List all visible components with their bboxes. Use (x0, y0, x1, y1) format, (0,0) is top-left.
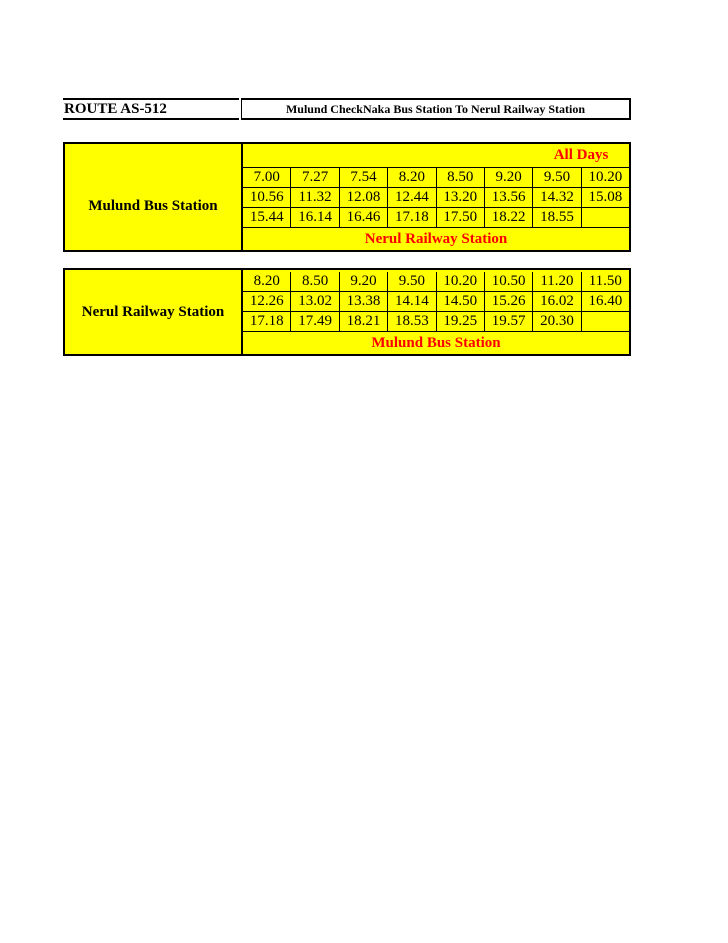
departure-time-cell: 18.55 (533, 208, 581, 227)
departure-time-cell: 7.54 (340, 168, 388, 187)
departure-time-cell: 17.49 (291, 312, 339, 331)
schedule-row (243, 144, 629, 168)
departure-time-cell: 7.27 (291, 168, 339, 187)
departure-time-cell: 9.20 (485, 168, 533, 187)
departure-time-cell: 13.38 (340, 292, 388, 311)
departure-time-cell: 10.56 (243, 188, 291, 207)
departure-time-cell: 16.46 (340, 208, 388, 227)
departure-time-cell: 14.14 (388, 292, 436, 311)
departure-time-cell: 17.18 (388, 208, 436, 227)
departure-time-cell: 10.20 (588, 169, 623, 185)
departure-time-cell: 10.20 (437, 272, 485, 291)
departure-time-cell: 11.32 (291, 188, 339, 207)
departure-time-cell: 16.14 (291, 208, 339, 227)
departure-time-cell: 16.40 (588, 293, 623, 309)
departure-time-cell: 14.32 (533, 188, 581, 207)
departure-time-cell: 11.50 (588, 273, 622, 289)
departure-time-cell: 8.20 (243, 272, 291, 291)
origin-station-label: Nerul Railway Station (81, 304, 225, 320)
departure-time-cell (582, 208, 629, 227)
departure-time-cell: 7.00 (243, 168, 291, 187)
departure-time-cell: 8.50 (437, 168, 485, 187)
route-label: ROUTE AS-512 (63, 98, 239, 120)
departure-grid (243, 168, 629, 228)
destination-label: Mulund Bus Station (371, 335, 501, 351)
departure-time-cell: 12.08 (340, 188, 388, 207)
departure-time-cell: 18.53 (388, 312, 436, 331)
departure-time-cell: 19.25 (437, 312, 485, 331)
departure-time-cell: 11.20 (533, 272, 581, 291)
route-title: Mulund CheckNaka Bus Station To Nerul Railway Station (241, 98, 631, 120)
departure-time-cell: 9.20 (340, 272, 388, 291)
departure-time-cell: 13.56 (485, 188, 533, 207)
departure-grid (243, 272, 629, 332)
timetable-row (243, 272, 629, 292)
departure-time-cell (582, 312, 629, 331)
departure-time-cell: 15.44 (243, 208, 291, 227)
timetable-row (243, 188, 629, 208)
departure-time-cell: 14.50 (437, 292, 485, 311)
departure-time-cell: 10.50 (485, 272, 533, 291)
origin-station-label: Mulund Bus Station (88, 198, 218, 214)
departure-time-cell: 20.30 (533, 312, 581, 331)
departure-time-cell: 9.50 (533, 168, 581, 187)
departure-time-cell: 9.50 (388, 272, 436, 291)
timetable-row (243, 312, 629, 332)
departure-time-cell: 17.50 (437, 208, 485, 227)
destination-label: Nerul Railway Station (364, 231, 508, 247)
inbound-timetable (63, 268, 631, 356)
departure-time-cell: 15.08 (588, 189, 623, 205)
timetable-row (243, 208, 629, 228)
departure-time-cell: 18.22 (485, 208, 533, 227)
departure-time-cell: 16.02 (533, 292, 581, 311)
departure-time-cell: 8.20 (388, 168, 436, 187)
schedule-label: All Days (553, 147, 609, 163)
departure-time-cell: 18.21 (340, 312, 388, 331)
departure-time-cell: 12.44 (388, 188, 436, 207)
timetable-row (243, 292, 629, 312)
departure-time-cell: 13.02 (291, 292, 339, 311)
departure-time-cell: 13.20 (437, 188, 485, 207)
outbound-timetable (63, 142, 631, 252)
route-header (63, 98, 631, 120)
departure-time-cell: 19.57 (485, 312, 533, 331)
departure-time-cell: 8.50 (291, 272, 339, 291)
timetable-row (243, 168, 629, 188)
departure-time-cell: 17.18 (243, 312, 291, 331)
departure-time-cell: 15.26 (485, 292, 533, 311)
departure-time-cell: 12.26 (243, 292, 291, 311)
